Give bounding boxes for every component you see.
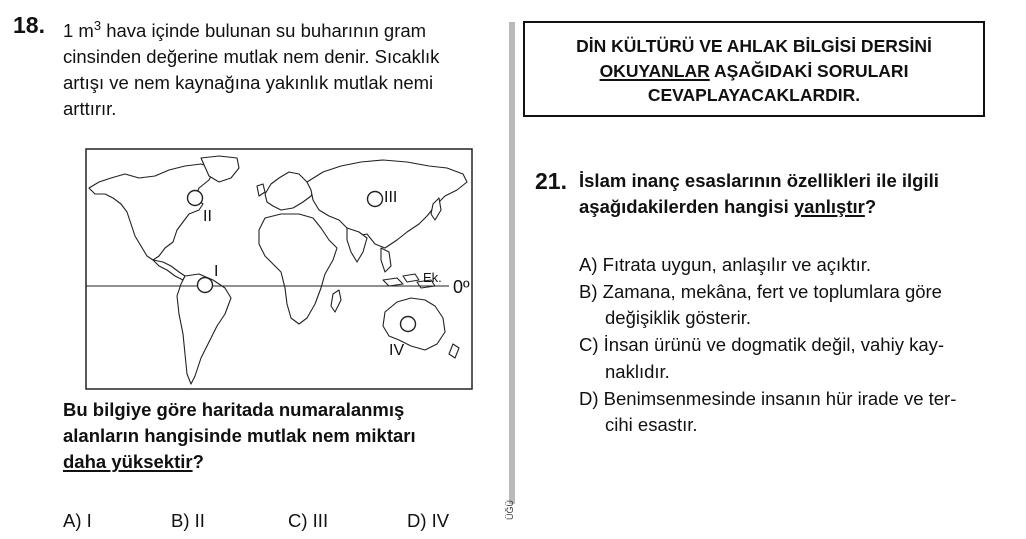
q18-option-a[interactable]: A) I <box>63 510 92 531</box>
q21-options <box>579 252 1009 439</box>
region-marker-i <box>198 278 213 293</box>
margin-text: ÜĞÜ <box>505 500 515 520</box>
stem-line1-post: hava içinde bulunan su buharının gram <box>101 20 427 42</box>
stem-line2: cinsinden değerine mutlak nem denir. Sıcaklık <box>63 46 440 68</box>
q21-option-b-line2: değişiklik gösterir. <box>605 307 752 329</box>
prompt-end: ? <box>192 451 204 472</box>
q21-option-d-line1: D) Benimsenmesinde insanın hür irade ve ter- <box>579 387 957 409</box>
label-iv: IV <box>389 342 405 359</box>
question-18-prompt <box>63 397 503 475</box>
equator-degree-label: 0º <box>453 277 470 297</box>
q21-option-d-line2: cihi esastır. <box>605 414 698 436</box>
q21-line2-end: ? <box>864 196 877 217</box>
equator-abbrev: Ek. <box>423 270 442 285</box>
notice-box <box>523 21 985 117</box>
q21-line1: İslam inanç esaslarının özellikleri ile ilgili <box>579 170 939 191</box>
q18-option-d[interactable]: D) IV <box>407 510 450 531</box>
prompt-emphasis: daha yüksektir <box>63 451 193 472</box>
q21-option-a-line1: A) Fıtrata uygun, anlaşılır ve açıktır. <box>579 254 872 275</box>
notice-line1: DİN KÜLTÜRÜ VE AHLAK BİLGİSİ DERSİNİ <box>576 36 932 56</box>
q21-option-b-line1: B) Zamana, mekâna, fert ve toplumlara göre <box>579 280 942 302</box>
region-marker-ii <box>188 191 203 206</box>
label-iii: III <box>384 189 398 206</box>
stem-line1-pre: 1 m <box>63 20 94 42</box>
q21-option-c-line1: C) İnsan ürünü ve dogmatik değil, vahiy kay- <box>579 334 945 356</box>
q21-emphasis: yanlıştır <box>793 196 865 217</box>
notice-line2-rest: AŞAĞIDAKİ SORULARI <box>709 60 909 81</box>
q21-line2-pre: aşağıdakilerden hangisi <box>579 196 794 217</box>
label-i: I <box>214 263 219 280</box>
stem-superscript: 3 <box>93 18 102 33</box>
q21-option-c-line2: naklıdır. <box>605 360 670 382</box>
question-18-number: 18. <box>13 12 45 38</box>
notice-emphasis: OKUYANLAR <box>599 60 710 81</box>
prompt-line2: alanların hangisinde mutlak nem miktarı <box>63 425 416 446</box>
column-divider <box>509 22 515 504</box>
prompt-line1: Bu bilgiye göre haritada numaralanmış <box>63 399 405 420</box>
region-marker-iv <box>401 317 416 332</box>
question-18-stem <box>63 13 503 122</box>
stem-line3: artışı ve nem kaynağına yakınlık mutlak nemi <box>63 72 434 94</box>
q21-option-d[interactable] <box>579 386 1009 439</box>
stem-line4: arttırır. <box>63 98 117 120</box>
q21-option-c[interactable] <box>579 332 1009 385</box>
region-marker-iii <box>368 192 383 207</box>
q21-option-a[interactable] <box>579 252 1009 279</box>
q21-option-b[interactable] <box>579 279 1009 332</box>
notice-line3: CEVAPLAYACAKLARDIR. <box>647 85 861 105</box>
label-ii: II <box>203 208 212 225</box>
q18-option-b[interactable]: B) II <box>171 510 205 531</box>
question-21-number: 21. <box>535 168 567 194</box>
world-map <box>85 148 473 390</box>
q18-option-c[interactable]: C) III <box>288 510 329 531</box>
question-21-stem <box>579 168 999 220</box>
